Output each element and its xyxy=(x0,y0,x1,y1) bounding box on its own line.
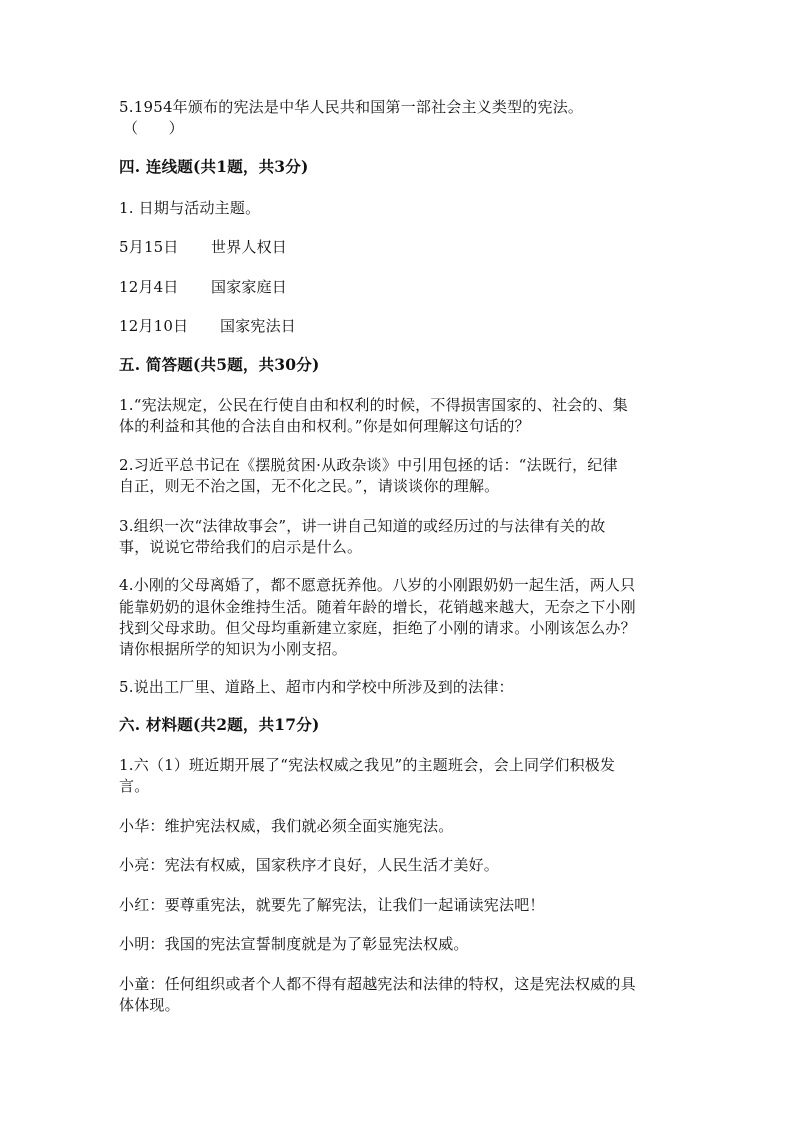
judgment-q5-answer-blank: （ ） xyxy=(123,119,184,137)
judgment-q5-line1: 5.1954年颁布的宪法是中华人民共和国第一部社会主义类型的宪法。 xyxy=(119,98,584,116)
match-right-theme: 世界人权日 xyxy=(211,238,288,256)
section-5-q3-line2: 事，说说它带给我们的启示是什么。 xyxy=(119,538,363,556)
section-6-title: 六. 材料题(共2题，共17分) xyxy=(119,715,320,734)
match-left-date: 12月4日 xyxy=(119,278,179,296)
section-5-q2-line2: 自正，则无不治之国，无不化之民。”，请谈谈你的理解。 xyxy=(119,477,500,495)
match-row-2 xyxy=(119,276,287,298)
section-5-q4-line1: 4.小刚的父母离婚了，都不愿意抚养他。八岁的小刚跟奶奶一起生活，两人只 xyxy=(119,576,636,594)
section-5-q4-line2: 能靠奶奶的退休金维持生活。随着年龄的增长，花销越来越大，无奈之下小刚 xyxy=(119,598,636,616)
match-left-date: 5月15日 xyxy=(119,238,179,256)
section-5-q5: 5.说出工厂里、道路上、超市内和学校中所涉及到的法律： xyxy=(119,678,514,696)
section-5-q1-line2: 体的利益和其他的合法自由和权利。”你是如何理解这句话的？ xyxy=(119,417,530,435)
section-4-q1: 1. 日期与活动主题。 xyxy=(119,199,261,217)
section-5-q4-line3: 找到父母求助。但父母均重新建立家庭，拒绝了小刚的请求。小刚该怎么办？ xyxy=(119,619,636,637)
section-5-q2-line1: 2.习近平总书记在《摆脱贫困·从政杂谈》中引用包拯的话：“法既行，纪律 xyxy=(119,456,618,474)
match-right-theme: 国家宪法日 xyxy=(220,317,297,335)
match-row-3 xyxy=(119,315,296,337)
statement-xiaoliang: 小亮：宪法有权威，国家秩序才良好，人民生活才美好。 xyxy=(119,856,500,874)
section-6-q1-line2: 言。 xyxy=(119,777,150,795)
statement-xiaotong-line1: 小童：任何组织或者个人都不得有超越宪法和法律的特权，这是宪法权威的具 xyxy=(119,975,636,993)
section-5-q3-line1: 3.组织一次“法律故事会”，讲一讲自己知道的或经历过的与法律有关的故 xyxy=(119,517,606,535)
section-5-q4-line4: 请你根据所学的知识为小刚支招。 xyxy=(119,640,348,658)
statement-xiaoming: 小明：我国的宪法宣誓制度就是为了彰显宪法权威。 xyxy=(119,935,469,953)
statement-xiaohong: 小红：要尊重宪法，就要先了解宪法，让我们一起诵读宪法吧！ xyxy=(119,896,545,914)
match-left-date: 12月10日 xyxy=(119,317,189,335)
section-5-title: 五. 简答题(共5题，共30分) xyxy=(119,355,320,374)
statement-xiaohua: 小华：维护宪法权威，我们就必须全面实施宪法。 xyxy=(119,817,454,835)
statement-xiaotong-line2: 体体现。 xyxy=(119,996,180,1014)
match-row-1 xyxy=(119,236,287,258)
section-6-q1-line1: 1.六（1）班近期开展了“宪法权威之我见”的主题班会，会上同学们积极发 xyxy=(119,756,616,774)
match-right-theme: 国家家庭日 xyxy=(211,278,288,296)
section-4-title: 四. 连线题(共1题，共3分) xyxy=(119,157,309,176)
section-5-q1-line1: 1.“宪法规定，公民在行使自由和权利的时候，不得损害国家的、社会的、集 xyxy=(119,396,628,414)
